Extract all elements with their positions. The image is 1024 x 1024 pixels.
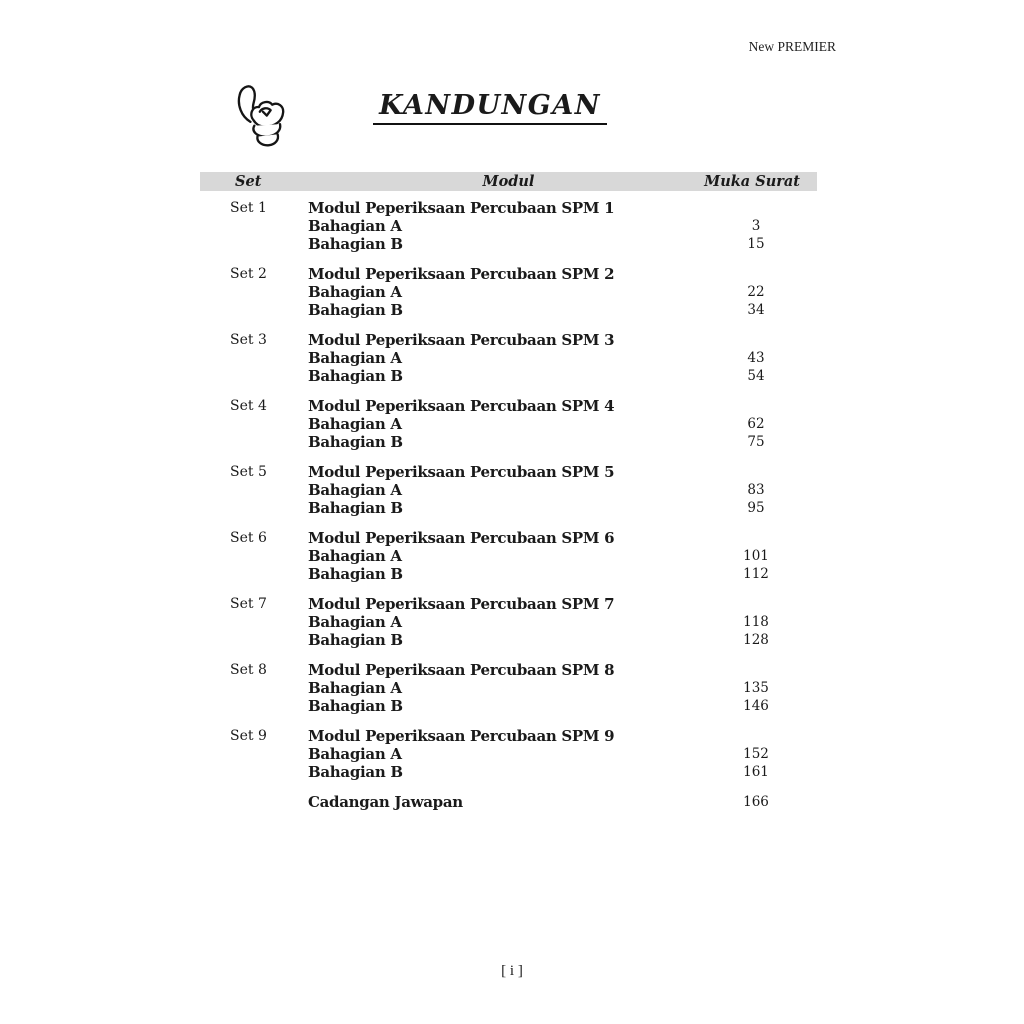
part-label: Bahagian B <box>308 301 403 319</box>
column-header-modul: Modul <box>482 173 535 190</box>
part-label: Bahagian A <box>308 481 402 499</box>
part-label: Bahagian B <box>308 499 403 517</box>
set-page-spacer <box>726 463 786 481</box>
set-page-spacer <box>726 529 786 547</box>
part-spacer <box>200 433 308 451</box>
part-spacer <box>200 235 308 253</box>
part-page: 22 <box>747 284 765 300</box>
set-title: Modul Peperiksaan Percubaan SPM 4 <box>308 397 615 415</box>
set-title: Modul Peperiksaan Percubaan SPM 3 <box>308 331 615 349</box>
part-spacer <box>200 745 308 763</box>
part-label: Bahagian A <box>308 613 402 631</box>
part-label: Bahagian A <box>308 679 402 697</box>
part-page: 3 <box>751 218 761 234</box>
set-page-spacer <box>726 331 786 349</box>
part-page: 54 <box>747 368 765 384</box>
part-spacer <box>200 613 308 631</box>
part-label: Bahagian B <box>308 763 403 781</box>
set-title: Modul Peperiksaan Percubaan SPM 5 <box>308 463 615 481</box>
part-label: Bahagian A <box>308 349 402 367</box>
part-label: Bahagian A <box>308 745 402 763</box>
answers-page: 166 <box>743 794 769 810</box>
set-label: Set 2 <box>230 266 267 282</box>
part-label: Bahagian A <box>308 547 402 565</box>
part-spacer <box>200 367 308 385</box>
page-number-footer: [ i ] <box>501 963 523 979</box>
part-page: 161 <box>743 764 769 780</box>
set-page-spacer <box>726 265 786 283</box>
set-title: Modul Peperiksaan Percubaan SPM 2 <box>308 265 615 283</box>
page-title <box>310 90 670 125</box>
part-spacer <box>200 499 308 517</box>
part-page: 152 <box>743 746 769 762</box>
part-label: Bahagian B <box>308 367 403 385</box>
page-title-text: KANDUNGAN <box>373 90 607 125</box>
set-title: Modul Peperiksaan Percubaan SPM 7 <box>308 595 615 613</box>
set-label: Set 8 <box>230 662 267 678</box>
column-header-set: Set <box>235 173 262 190</box>
set-label: Set 7 <box>230 596 267 612</box>
part-spacer <box>200 547 308 565</box>
toc-set-block <box>200 397 817 451</box>
part-spacer <box>200 697 308 715</box>
set-label: Set 5 <box>230 464 267 480</box>
set-label: Set 4 <box>230 398 267 414</box>
set-label: Set 1 <box>230 200 267 216</box>
table-header-bar <box>200 172 817 191</box>
part-spacer <box>200 565 308 583</box>
toc-set-block <box>200 595 817 649</box>
part-spacer <box>200 283 308 301</box>
toc-set-block <box>200 331 817 385</box>
set-page-spacer <box>726 595 786 613</box>
part-spacer <box>200 481 308 499</box>
part-page: 43 <box>747 350 765 366</box>
part-label: Bahagian A <box>308 415 402 433</box>
toc-set-block <box>200 661 817 715</box>
set-page-spacer <box>726 661 786 679</box>
set-page-spacer <box>726 727 786 745</box>
set-title: Modul Peperiksaan Percubaan SPM 8 <box>308 661 615 679</box>
set-title: Modul Peperiksaan Percubaan SPM 6 <box>308 529 615 547</box>
part-page: 118 <box>743 614 769 630</box>
part-page: 62 <box>747 416 765 432</box>
part-page: 112 <box>743 566 769 582</box>
toc-body <box>200 199 817 811</box>
set-page-spacer <box>726 397 786 415</box>
part-page: 128 <box>743 632 769 648</box>
part-spacer <box>200 763 308 781</box>
column-header-muka-surat: Muka Surat <box>704 173 800 190</box>
part-label: Bahagian B <box>308 235 403 253</box>
part-label: Bahagian B <box>308 565 403 583</box>
part-page: 75 <box>747 434 765 450</box>
set-title: Modul Peperiksaan Percubaan SPM 9 <box>308 727 615 745</box>
set-title: Modul Peperiksaan Percubaan SPM 1 <box>308 199 615 217</box>
thumbs-up-icon <box>224 78 294 154</box>
part-spacer <box>200 217 308 235</box>
toc-set-block <box>200 199 817 253</box>
part-page: 101 <box>743 548 769 564</box>
part-spacer <box>200 631 308 649</box>
part-label: Bahagian B <box>308 631 403 649</box>
part-spacer <box>200 301 308 319</box>
part-page: 83 <box>747 482 765 498</box>
part-page: 95 <box>747 500 765 516</box>
set-label: Set 6 <box>230 530 267 546</box>
toc-set-block <box>200 529 817 583</box>
part-spacer <box>200 349 308 367</box>
part-spacer <box>200 679 308 697</box>
part-label: Bahagian B <box>308 697 403 715</box>
part-label: Bahagian A <box>308 283 402 301</box>
part-page: 146 <box>743 698 769 714</box>
set-page-spacer <box>726 199 786 217</box>
part-page: 15 <box>747 236 765 252</box>
part-spacer <box>200 415 308 433</box>
toc-set-block <box>200 463 817 517</box>
answers-spacer <box>200 793 308 811</box>
toc-set-block <box>200 727 817 781</box>
set-label: Set 9 <box>230 728 267 744</box>
part-page: 34 <box>747 302 765 318</box>
toc-set-block <box>200 265 817 319</box>
brand-text: New PREMIER <box>748 39 836 54</box>
set-label: Set 3 <box>230 332 267 348</box>
part-page: 135 <box>743 680 769 696</box>
part-label: Bahagian B <box>308 433 403 451</box>
answers-title: Cadangan Jawapan <box>308 793 463 811</box>
part-label: Bahagian A <box>308 217 402 235</box>
toc-answers-row <box>200 793 817 811</box>
